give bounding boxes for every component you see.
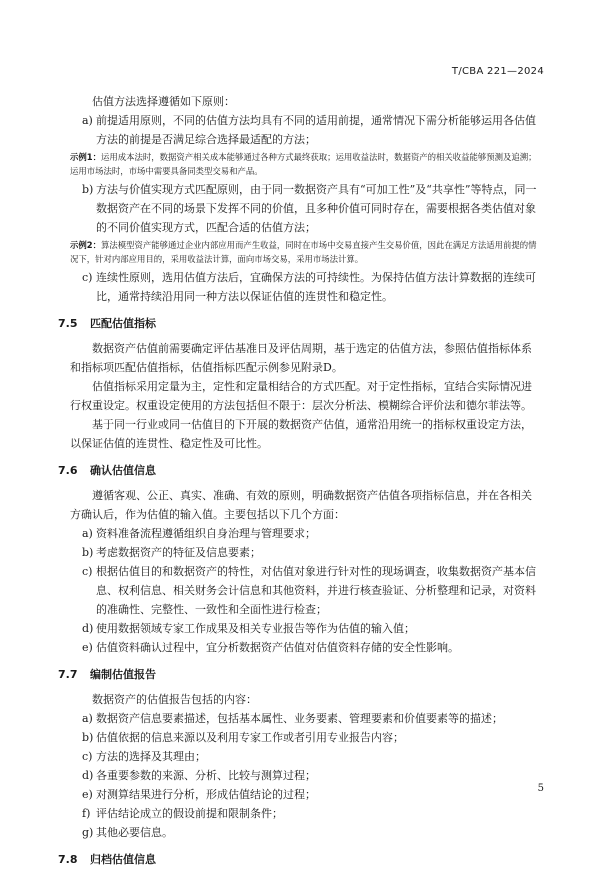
document-code: T/CBA 221—2024 bbox=[451, 66, 544, 77]
intro-paragraph: 估值方法选择遵循如下原则： bbox=[92, 95, 235, 108]
list-item bbox=[70, 524, 538, 543]
list-marker: c) bbox=[82, 750, 93, 763]
list-item-text: 估值资料确认过程中，宜分析数据资产估值对估值资料存储的安全性影响。 bbox=[96, 641, 459, 654]
paragraph: 估值指标采用定量为主，定性和定量相结合的方式匹配。对于定性指标，宜结合实际情况进行权重设定。权重设定使用的方法包括但不限于：层次分析法、模糊综合评价法和德尔菲法等。 bbox=[70, 380, 532, 412]
paragraph: 数据资产的估值报告包括的内容： bbox=[92, 693, 257, 706]
principle-a bbox=[70, 111, 538, 149]
principle-text: 方法与价值实现方式匹配原则，由于同一数据资产具有“可加工性”及“共享性”等特点，同一数据资产在不同的场景下发挥不同的价值，且多种价值可同时存在，需要根据各类估值对象的不同价值实现方式，匹配合适的估值方法； bbox=[96, 183, 537, 234]
list-marker: g) bbox=[82, 826, 94, 839]
example-text: 运用成本法时，数据资产相关成本能够通过各种方式最终获取；运用收益法时，数据资产的相关收益能够预测及追溯；运用市场法时，市场中需要具备同类型交易和产品。 bbox=[70, 152, 537, 176]
list-item bbox=[70, 804, 538, 823]
section-number: 7.5 bbox=[58, 317, 78, 330]
list-item-text: 资料准备流程遵循组织自身治理与管理要求； bbox=[96, 527, 316, 540]
list-item-text: 对测算结果进行分析，形成估值结论的过程； bbox=[96, 788, 316, 801]
list-marker: b) bbox=[82, 731, 94, 744]
list-item-text: 评估结论成立的假设前提和限制条件； bbox=[96, 807, 283, 820]
section-heading-7-5 bbox=[58, 314, 538, 333]
principle-c bbox=[70, 268, 538, 306]
section-heading-7-7 bbox=[58, 665, 538, 684]
section-title: 归档估值信息 bbox=[90, 853, 156, 866]
paragraph: 数据资产估值前需要确定评估基准日及评估周期，基于选定的估值方法，参照估值指标体系和指标项匹配估值指标，估值指标匹配示例参见附录D。 bbox=[70, 342, 532, 374]
list-item-text: 各重要参数的来源、分析、比较与测算过程； bbox=[96, 769, 316, 782]
list-marker: e) bbox=[82, 641, 93, 654]
list-item-text: 数据资产信息要素描述，包括基本属性、业务要素、管理要素和价值要素等的描述； bbox=[96, 712, 503, 725]
list-item bbox=[70, 562, 538, 619]
list-item bbox=[70, 543, 538, 562]
page-number: 5 bbox=[537, 783, 544, 794]
list-marker: a) bbox=[82, 114, 93, 127]
list-marker: c) bbox=[82, 271, 93, 284]
list-item-text: 其他必要信息。 bbox=[96, 826, 173, 839]
paragraph: 基于同一行业或同一估值目的下开展的数据资产估值，通常沿用统一的指标权重设定方法，以保证估值的连贯性、稳定性及可比性。 bbox=[70, 418, 532, 450]
paragraph: 遵循客观、公正、真实、准确、有效的原则，明确数据资产估值各项指标信息，并在各相关方确认后，作为估值的输入值。主要包括以下几个方面： bbox=[70, 489, 532, 521]
list-item bbox=[70, 728, 538, 747]
list-marker: b) bbox=[82, 183, 94, 196]
section-title: 匹配估值指标 bbox=[90, 317, 156, 330]
section-number: 7.6 bbox=[58, 464, 78, 477]
page-body bbox=[58, 92, 538, 875]
example-label: 示例2： bbox=[70, 240, 101, 250]
list-item-text: 估值依据的信息来源以及利用专家工作或者引用专业报告内容； bbox=[96, 731, 404, 744]
list-item bbox=[70, 785, 538, 804]
section-heading-7-8 bbox=[58, 850, 538, 869]
list-item bbox=[70, 747, 538, 766]
list-marker: d) bbox=[82, 622, 94, 635]
list-item-text: 方法的选择及其理由； bbox=[96, 750, 206, 763]
section-title: 编制估值报告 bbox=[90, 668, 156, 681]
section-number: 7.8 bbox=[58, 853, 78, 866]
list-marker: c) bbox=[82, 565, 93, 578]
example-label: 示例1： bbox=[70, 152, 101, 162]
example-text: 算法模型资产能够通过企业内部应用而产生收益，同时在市场中交易直接产生交易价值，因此在满足方法适用前提的情况下，针对内部应用目的，采用收益法计算，面向市场交易，采用市场法计算。 bbox=[70, 240, 537, 264]
list-marker: d) bbox=[82, 769, 94, 782]
list-marker: e) bbox=[82, 788, 93, 801]
list-marker: b) bbox=[82, 546, 94, 559]
section-number: 7.7 bbox=[58, 668, 78, 681]
list-item bbox=[70, 709, 538, 728]
list-marker: a) bbox=[82, 712, 93, 725]
principle-text: 连续性原则，选用估值方法后，宜确保方法的可持续性。为保持估值方法计算数据的连续可比，通常持续沿用同一种方法以保证估值的连贯性和稳定性。 bbox=[96, 271, 536, 303]
list-item bbox=[70, 638, 538, 657]
section-heading-7-6 bbox=[58, 461, 538, 480]
list-item-text: 使用数据领域专家工作成果及相关专业报告等作为估值的输入值； bbox=[96, 622, 415, 635]
example-1 bbox=[70, 150, 538, 178]
list-item-text: 考虑数据资产的特征及信息要素； bbox=[96, 546, 261, 559]
list-item-text: 根据估值目的和数据资产的特性，对估值对象进行针对性的现场调查，收集数据资产基本信息、权利信息、相关财务会计信息和其他资料，并进行核查验证、分析整理和记录，对资料的准确性、完整性、一致性和全面性进行检查； bbox=[96, 565, 536, 616]
principle-b bbox=[70, 180, 538, 237]
list-item bbox=[70, 766, 538, 785]
section-title: 确认估值信息 bbox=[90, 464, 156, 477]
principle-text: 前提适用原则，不同的估值方法均具有不同的适用前提，通常情况下需分析能够运用各估值方法的前提是否满足综合选择最适配的方法； bbox=[96, 114, 536, 146]
list-marker: f) bbox=[82, 807, 91, 820]
example-2 bbox=[70, 238, 538, 266]
list-item bbox=[70, 619, 538, 638]
list-item bbox=[70, 823, 538, 842]
list-marker: a) bbox=[82, 527, 93, 540]
